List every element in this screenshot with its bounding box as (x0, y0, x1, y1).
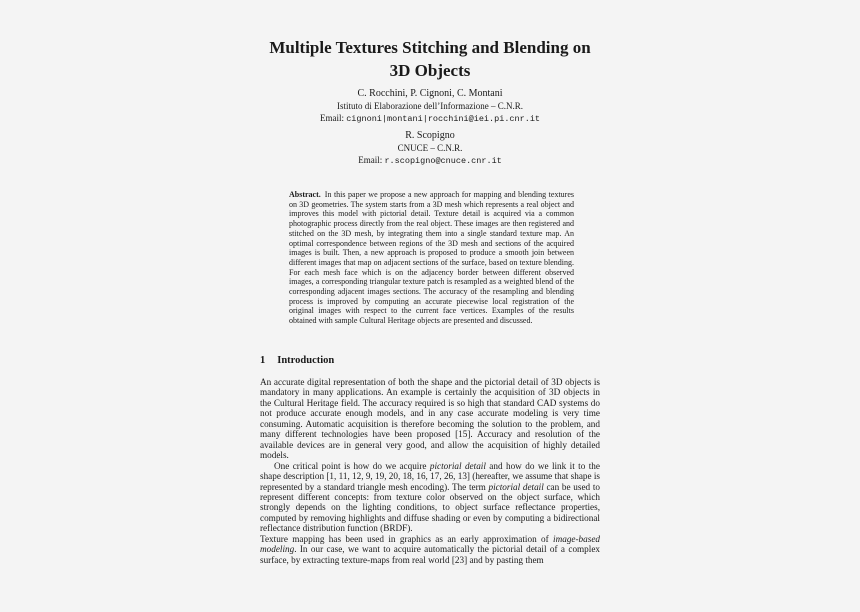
section-title: Introduction (277, 355, 335, 366)
abstract-text: In this paper we propose a new approach for mapping and blending textures on 3D geometries. The system starts from a 3D mesh which represents a real object and improves this model with pictorial detail. Texture detail is acquired via a common photographic process directly from the real object. These images are then registered and stitched on the 3D mesh, by integrating them into a single standard texture map. An optimal correspondence between regions of the 3D mesh and sections of the acquired images is built. Then, a new approach is proposed to produce a smooth join between different images that map on adjacent sections of the surface, based on texture blending. For each mesh face which is on the adjacency border between different observed images, a corresponding triangular texture patch is resampled as a weighted blend of the corresponding adjacent images sections. The accuracy of the resampling and blending process is improved by computing an accurate piecewise local registration of the original images with respect to the current face vertices. Examples of the results obtained with sample Cultural Heritage objects are presented and discussed. (289, 190, 574, 326)
abstract-heading: Abstract. (289, 190, 321, 199)
author-block-2 (230, 130, 630, 167)
title-line-1: Multiple Textures Stitching and Blending on (269, 38, 591, 57)
text-run: . In our case, we want to acquire automatically the pictorial detail of a complex surface, by extracting texture-maps from real world [23] and by pasting them (260, 544, 600, 565)
body-text (260, 377, 600, 565)
paper-title (240, 36, 620, 82)
author-names: R. Scopigno (405, 130, 455, 141)
emphasis: image-based modeling (260, 533, 600, 555)
emphasis: pictorial detail (429, 460, 486, 471)
paragraph-1: An accurate digital representation of both the shape and the pictorial detail of 3D objects is mandatory in many applications. An example is certainly the acquisition of 3D objects in the Cultural Heritage field. The accuracy required is so high that standard CAD systems do not produce accurate enough models, and in any case accurate modeling is very time consuming. Automatic acquisition is therefore becoming the solution to the problem, and many different technologies have been proposed [15]. Accuracy and resolution of the available devices are in general very good, and allow the acquisition of highly detailed models. (260, 377, 600, 461)
author-email-line (230, 154, 630, 167)
paragraph-2 (260, 461, 600, 534)
text-run: can be used to represent different concepts: from texture color observed on the object surface, which strongly depends on the lighting conditions, to object surface reflectance properties, computed by removing highlights and diffuse shading or even by computing a bidirectional reflectance distribution function (BRDF). (260, 481, 600, 534)
text-run: and how do we link it to the shape description [1, 11, 12, 9, 19, 20, 18, 16, 17, 26, 13] (hereafter, we assume that shape is represented by a standard triangle mesh encoding). The term (260, 460, 600, 492)
author-email: cignoni|montani|rocchini@iei.pi.cnr.it (346, 114, 541, 124)
abstract (289, 190, 574, 326)
email-label: Email: (358, 155, 383, 165)
email-label: Email: (319, 113, 344, 123)
author-block-1 (230, 88, 630, 125)
author-affiliation: Istituto di Elaborazione dell’Informazione – C.N.R. (337, 101, 523, 111)
section-heading (260, 355, 334, 366)
section-number: 1 (260, 355, 266, 366)
emphasis: pictorial detail (488, 481, 544, 492)
paragraph-3 (260, 534, 600, 565)
title-line-2: 3D Objects (389, 61, 471, 80)
author-affiliation: CNUCE – C.N.R. (397, 143, 463, 153)
text-run: Texture mapping has been used in graphics as an early approximation of (260, 533, 554, 544)
text-run: One critical point is how do we acquire (274, 460, 430, 471)
author-email: r.scopigno@cnuce.cnr.it (384, 156, 502, 166)
author-names: C. Rocchini, P. Cignoni, C. Montani (357, 88, 503, 99)
author-email-line (230, 112, 630, 125)
